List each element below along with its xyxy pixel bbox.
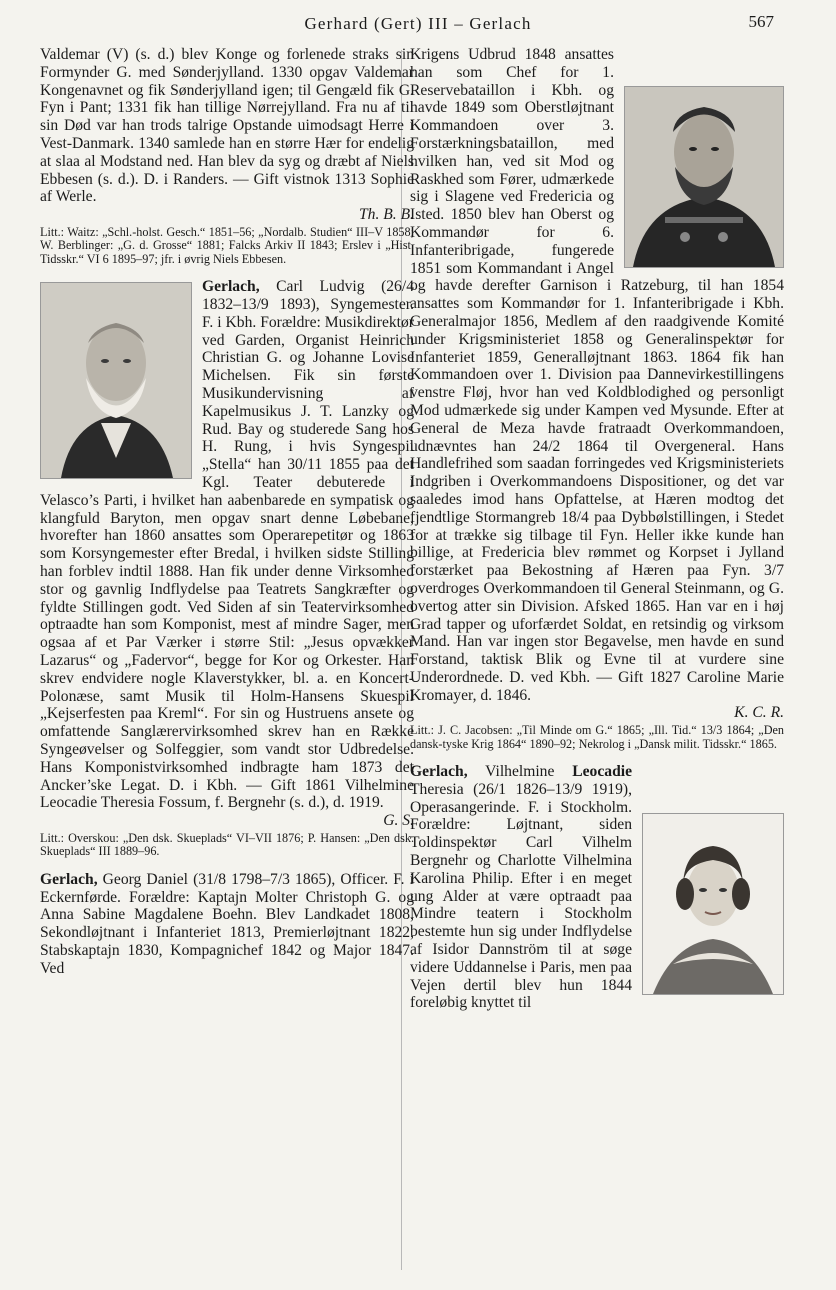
literature-note: Litt.: Overskou: „Den dsk. Skueplads“ VI–VII 1876; P. Hansen: „Den dsk. Skueplads“ III 1889–96.: [40, 830, 414, 859]
continued-entry-text: Valdemar (V) (s. d.) blev Konge og forlenede straks sin Formynder G. med Sønderjylland. 1330 opgav Valdemar Kongenavnet og fik Sønderjylland igen; til Gengæld fik G. Fyn i Pant; 1331 fik han tillige Nørrejylland. Fra nu af til sin Død var han trods talrige Opstande uimodsagt Herre i Vest-Danmark. 1340 samlede han en større Hær for endelig at slaa al Modstand ned. Han blev da syg og dræbt af Niels Ebbesen (s. d.). D. i Randers. — Gift vistnok 1313 Sophie af Werle.: [40, 46, 414, 206]
entry-vilhelmine-leocadie-gerlach: [410, 763, 784, 1012]
running-head: Gerhard (Gert) III – Gerlach: [304, 14, 532, 33]
portrait-vilhelmine-leocadie-gerlach: [642, 813, 784, 995]
author-signature: G. S.: [383, 812, 414, 830]
entry-name-part: Leocadie: [572, 763, 632, 781]
left-column: [40, 46, 414, 1276]
page-number: 567: [748, 12, 774, 31]
literature-note: Litt.: Waitz: „Schl.-holst. Gesch.“ 1851–56; „Nordalb. Studien“ III–V 1858; W. Berblinger: „G. d. Grosse“ 1881; Falcks Arkiv II 1843; Erslev i „Hist. Tidsskr.“ VI 6 1895–97; jfr. i øvrig Niels Ebbesen.: [40, 224, 414, 266]
page-header: [0, 8, 836, 38]
entry-name: Gerlach,: [410, 763, 468, 781]
portrait-georg-daniel-gerlach: [624, 86, 784, 268]
entry-georg-daniel-gerlach: [40, 871, 414, 978]
entry-text: Gerlach, Georg Daniel (31/8 1798–7/3 1865), Officer. F. i Eckernførde. Forældre: Kaptajn Molter Christoph G. og Anna Sabine Magdalene Boehn. Blev Landkadet 1808, Sekondløjtnant i Infanteriet 1813, Premierløjtnant 1822, Stabskaptajn 1830, Kompagnichef 1842 og Major 1847. Ved: [40, 870, 414, 977]
author-signature: Th. B. B.: [358, 206, 414, 224]
literature-note: Litt.: J. C. Jacobsen: „Til Minde om G.“ 1865; „Ill. Tid.“ 13/3 1864; „Den dansk-tyske Krig 1864“ 1890–92; Nekrolog i „Dansk milit. Tidsskr.“ 1865.: [410, 723, 784, 751]
right-column: [410, 46, 784, 1276]
entry-text: Gerlach, Vilhelmine Leocadie Theresia (26/1 1826–13/9 1919), Operasangerinde. F. i Stockholm. Forældre: Løjtnant, siden Toldinspektør Carl Vilhelm Bergnehr og Charlotte Vilhelmina Karolina Philip. Efter i en meget ung Alder at være optraadt paa Mindre teatern i Stockholm bestemte hun sig under Indflydelse af Isidor Dannström til at søge videre Uddannelse i Paris, men paa Vejen dertil blev hun 1844 foreløbig knyttet til: [410, 763, 632, 1012]
continued-entry-text: Krigens Udbrud 1848 ansattes han som Chef for 1. Reservebataillon i Kbh. og havde 1849 som Oberstløjtnant Kommandoen over 3. Forstærkningsbataillon, med hvilken han, ved sit Mod og Raskhed som Fører, udmærkede sig i Slagene ved Fredericia og Isted. 1850 blev han Oberst og Kommandør for 6. Infanteribrigade, fungerede 1851 som Kommandant i Angel og havde derefter Garnison i Ratzeburg, til han 1854 ansattes som Kommandør for 1. Infanteribrigade i Kbh. Generalmajor 1856, Medlem af den raadgivende Komité under Krigsministeriet 1858 og Generalinspektør for Infanteriet 1859, Generalløjtnant 1863. 1864 fik han Kommandoen over 1. Division paa Dannevirkestillingens venstre Fløj, hvor han ved Koldblodighed og personligt Mod udmærkede sig under Kampen ved Mysunde. Efter at General de Meza havde fratraadt Overkommandoen, udnævntes han 24/2 1864 til Overgeneral. Hans Handlefrihed som saadan forringedes ved Krigsministeriets Indgriben i Overkommandoens Dispositioner, og det var saaledes imod hans Opfattelse, at Hæren modtog det fjendtlige Stormangreb 18/4 paa Dybbølstillingen, i Stedet for at trække sig tilbage til Fyn. Heller ikke kunde han billige, at Fredericia blev rømmet og Korpset i Jylland forstærket paa Bekostning af Hæren paa Fyn. 3/7 overdroges Overkommandoen til General Steinmann, og G. overtog atter sin Division. Afsked 1865. Han var en i høj Grad tapper og uforfærdet Soldat, en retsindig og virksom Mand. Han var ingen stor Begavelse, men havde en sund Forstand, taktisk Blik og Evne til at vurdere sine Underordnede. D. ved Kbh. — Gift 1827 Caroline Marie Kromayer, d. 1846.: [410, 46, 784, 704]
entry-name: Gerlach,: [202, 278, 260, 296]
portrait-carl-ludvig-gerlach: [40, 282, 192, 479]
author-signature: K. C. R.: [734, 704, 784, 722]
entry-carl-ludvig-gerlach: [40, 278, 414, 859]
entry-name: Gerlach,: [40, 870, 98, 888]
entry-text: Gerlach, Carl Ludvig (26/4 1832–13/9 1893), Syngemester. F. i Kbh. Forældre: Musikdirektør ved Garden, Organist Heinrich Christian G. og Johanne Lovise Michelsen. Fik sin første Musikundervisning af Kapelmusikus J. T. Lanzky og Rud. Bay og studerede Sang hos H. Rung, i hvis Syngespil „Stella“ han 30/11 1855 paa det Kgl. Teater debuterede i Velasco’s Parti, i hvilket han aabenbarede en sympatisk og klangfuld Baryton, men opgav snart denne Løbebane, hvorefter han 1860 ansattes som Operarepetitør og 1863 som Korsyngemester efter Bredal, i hvilken sidste Stilling han forblev indtil 1888. Han fik under denne Virksomhed stor og gavnlig Indflydelse paa Teatrets Sangkræfter og fyldte Stillingen godt. Ved Siden af sin Teatervirksomhed optraadte han som Komponist, mest af mindre Sager, men ogsaa af et Par Værker i større Stil: „Jesus opvækker Lazarus“ og „Fadervor“, begge for Kor og Orkester. Han skrev endvidere nogle Klaverstykker, bl. a. en Koncert-Polonæse, samt Musik til Holm-Hansens Skuespil „Kejserfesten paa Kreml“. For sin og Hustruens ansete og omfattende Sanglærervirksomhed skrev han en Række Syngeøvelser og Solfeggier, som vandt stor Udbredelse. Hans Komponistvirksomhed indbragte ham 1873 det Ancker’ske Legat. D. i Kbh. — Gift 1861 Vilhelmine Leocadie Theresia Fossum, f. Bergnehr (s. d.), d. 1919.: [40, 278, 414, 812]
